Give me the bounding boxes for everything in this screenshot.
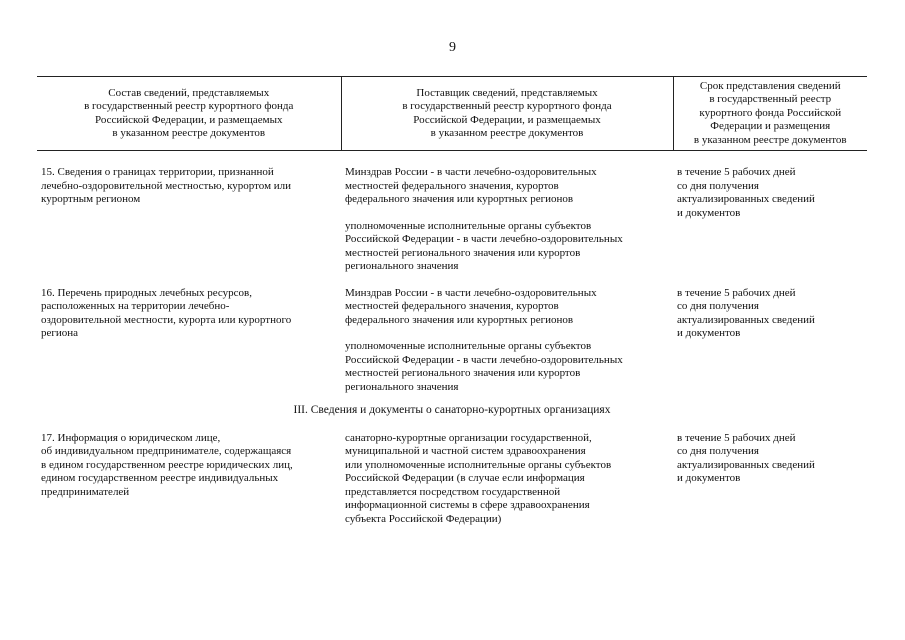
- provider-regional-text: уполномоченные исполнительные органы субъектов Российской Федерации - в части лечебно-оздоровительных местностей регионального значения или курортов регионального значения: [345, 340, 623, 393]
- deadline-text: в течение 5 рабочих дней со дня получения актуализированных сведений и документов: [677, 431, 815, 484]
- page-number: 9: [449, 40, 456, 55]
- provider-cell: [341, 287, 673, 395]
- item-cell: [37, 432, 341, 527]
- item-cell: [37, 287, 341, 395]
- deadline-cell: [673, 166, 867, 274]
- table-header: [37, 77, 867, 151]
- provider-cell: [341, 166, 673, 274]
- deadline-text: в течение 5 рабочих дней со дня получения актуализированных сведений и документов: [677, 166, 815, 219]
- provider-text: санаторно-курортные организации государственной, муниципальной и частной систем здравоохранения или уполномоченные исполнительные органы субъектов Российской Федерации (в случае если информация представляется посредством государственной информационной системы в сфере здравоохранения субъекта Российской Федерации): [345, 431, 612, 525]
- item-text: 16. Перечень природных лечебных ресурсов, расположенных на территории лечебно- оздоровительной местности, курорта или курортного региона: [41, 286, 292, 339]
- provider-regional-text: уполномоченные исполнительные органы субъектов Российской Федерации - в части лечебно-оздоровительных местностей регионального значения или курортов регионального значения: [345, 219, 623, 272]
- deadline-cell: [673, 287, 867, 395]
- spacer-row: [37, 151, 867, 167]
- deadline-text: в течение 5 рабочих дней со дня получения актуализированных сведений и документов: [677, 286, 815, 339]
- provider-cell: [341, 432, 673, 527]
- item-cell: [37, 166, 341, 274]
- provider-federal-text: Минздрав России - в части лечебно-оздоровительных местностей федерального значения, курортов федерального значения или курортных регионов: [345, 286, 597, 326]
- item-text: 15. Сведения о границах территории, признанной лечебно-оздоровительной местностью, курортом или курортным регионом: [41, 166, 292, 205]
- table-row: [37, 166, 867, 274]
- registry-table: [37, 76, 867, 526]
- item-text: 17. Информация о юридическом лице, об индивидуальном предпринимателе, содержащаяся в едином государственном реестре юридических лиц, едином государственном реестре индивидуальных предпринимателей: [41, 431, 293, 498]
- table-row: [37, 287, 867, 395]
- deadline-cell: [673, 432, 867, 527]
- section-title: III. Сведения и документы о санаторно-курортных организациях: [293, 404, 611, 416]
- header-deadline: Срок представления сведений в государственный реестр курортного фонда Российской Федерации и размещения в указанном реестре документов: [673, 77, 867, 151]
- header-provider: Поставщик сведений, представляемых в государственный реестр курортного фонда Российской Федерации, и размещаемых в указанном реестре документов: [341, 77, 673, 151]
- spacer-row: [37, 274, 867, 287]
- table-body: [37, 151, 867, 527]
- header-composition: Состав сведений, представляемых в государственный реестр курортного фонда Российской Федерации, и размещаемых в указанном реестре документов: [37, 77, 341, 151]
- table-row: [37, 432, 867, 527]
- section-row: [37, 394, 867, 432]
- provider-federal-text: Минздрав России - в части лечебно-оздоровительных местностей федерального значения, курортов федерального значения или курортных регионов: [345, 166, 597, 205]
